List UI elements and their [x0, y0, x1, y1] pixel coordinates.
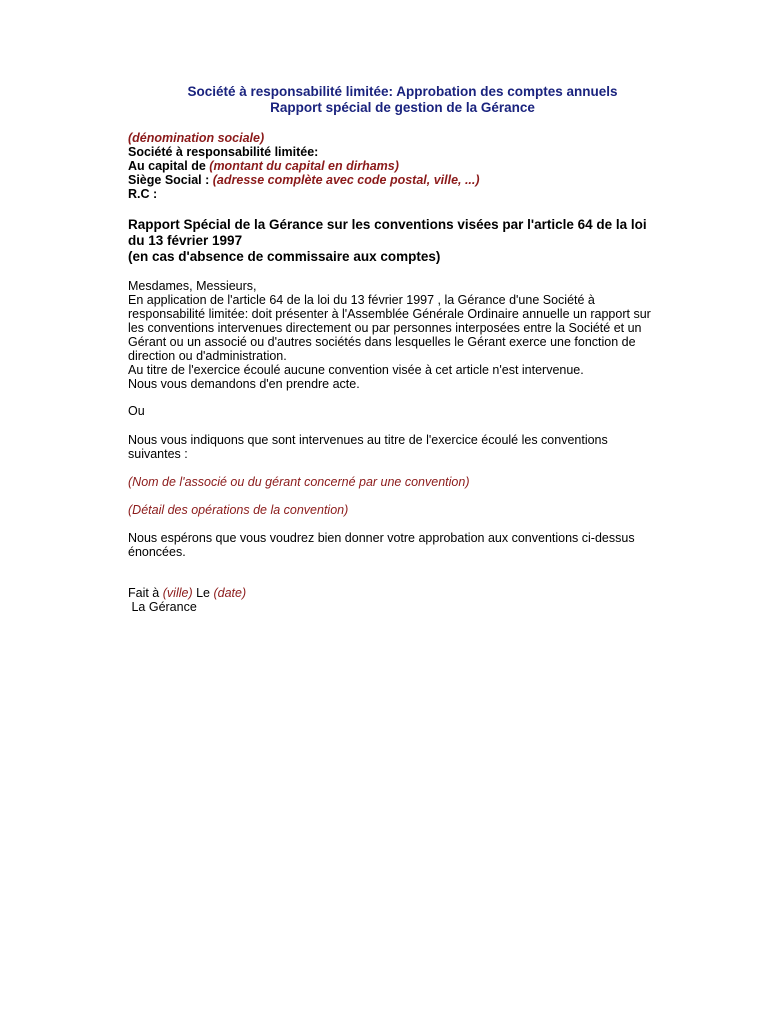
le-label: Le	[192, 586, 214, 600]
siege-label: Siège Social :	[128, 173, 213, 187]
report-title-line-3: (en cas d'absence de commissaire aux comptes)	[128, 249, 441, 264]
paragraph-1-line-2: responsabilité limitée: doit présenter à l'Assemblée Générale Ordinaire annuelle un rapport sur	[128, 307, 651, 321]
placeholder-associe: (Nom de l'associé ou du gérant concerné par une convention)	[128, 475, 470, 489]
paragraph-1-line-6: Au titre de l'exercice écoulé aucune convention visée à cet article n'est intervenue.	[128, 363, 584, 377]
report-title-line-2: du 13 février 1997	[128, 233, 243, 248]
paragraph-2-line-1: Nous vous indiquons que sont intervenues au titre de l'exercice écoulé les conventions	[128, 433, 608, 447]
date-placeholder: (date)	[213, 586, 247, 600]
paragraph-2	[128, 433, 668, 461]
ville-placeholder: (ville)	[162, 586, 193, 600]
paragraph-3-line-2: énoncées.	[128, 545, 186, 559]
paragraph-1-line-1: En application de l'article 64 de la loi du 13 février 1997 , la Gérance d'une Société à	[128, 293, 595, 307]
report-title-line-1: Rapport Spécial de la Gérance sur les conventions visées par l'article 64 de la loi	[128, 217, 647, 232]
company-capital	[128, 159, 480, 173]
capital-value: (montant du capital en dirhams)	[209, 159, 399, 173]
salutation: Mesdames, Messieurs,	[128, 279, 257, 293]
document-title	[0, 84, 768, 116]
title-line-2: Rapport spécial de gestion de la Gérance	[270, 100, 535, 115]
signature: La Gérance	[128, 600, 197, 614]
company-denomination: (dénomination sociale)	[128, 131, 265, 145]
salutation-and-paragraph	[128, 279, 668, 391]
company-rc: R.C :	[128, 187, 158, 201]
ou-text: Ou	[128, 404, 145, 418]
fait-a-label: Fait à	[128, 586, 163, 600]
paragraph-1-line-3: les conventions intervenues directement ou par personnes interposées entre la Société et un	[128, 321, 642, 335]
paragraph-3	[128, 531, 668, 559]
paragraph-3-line-1: Nous espérons que vous voudrez bien donner votre approbation aux conventions ci-dessus	[128, 531, 635, 545]
capital-label: Au capital de	[128, 159, 210, 173]
paragraph-1-line-7: Nous vous demandons d'en prendre acte.	[128, 377, 360, 391]
signature-block	[128, 586, 668, 614]
report-title	[128, 217, 688, 265]
paragraph-1-line-4: Gérant ou un associé ou d'autres sociétés dans lesquelles le Gérant exerce une fonction de	[128, 335, 636, 349]
placeholder-detail: (Détail des opérations de la convention)	[128, 503, 349, 517]
place-date-line	[128, 586, 668, 600]
siege-value: (adresse complète avec code postal, ville, ...)	[212, 173, 480, 187]
company-siege	[128, 173, 480, 187]
title-line-1: Société à responsabilité limitée: Approbation des comptes annuels	[187, 84, 618, 99]
paragraph-2-line-2: suivantes :	[128, 447, 188, 461]
paragraph-1-line-5: direction ou d'administration.	[128, 349, 287, 363]
company-info	[128, 131, 480, 201]
company-type: Société à responsabilité limitée:	[128, 145, 319, 159]
